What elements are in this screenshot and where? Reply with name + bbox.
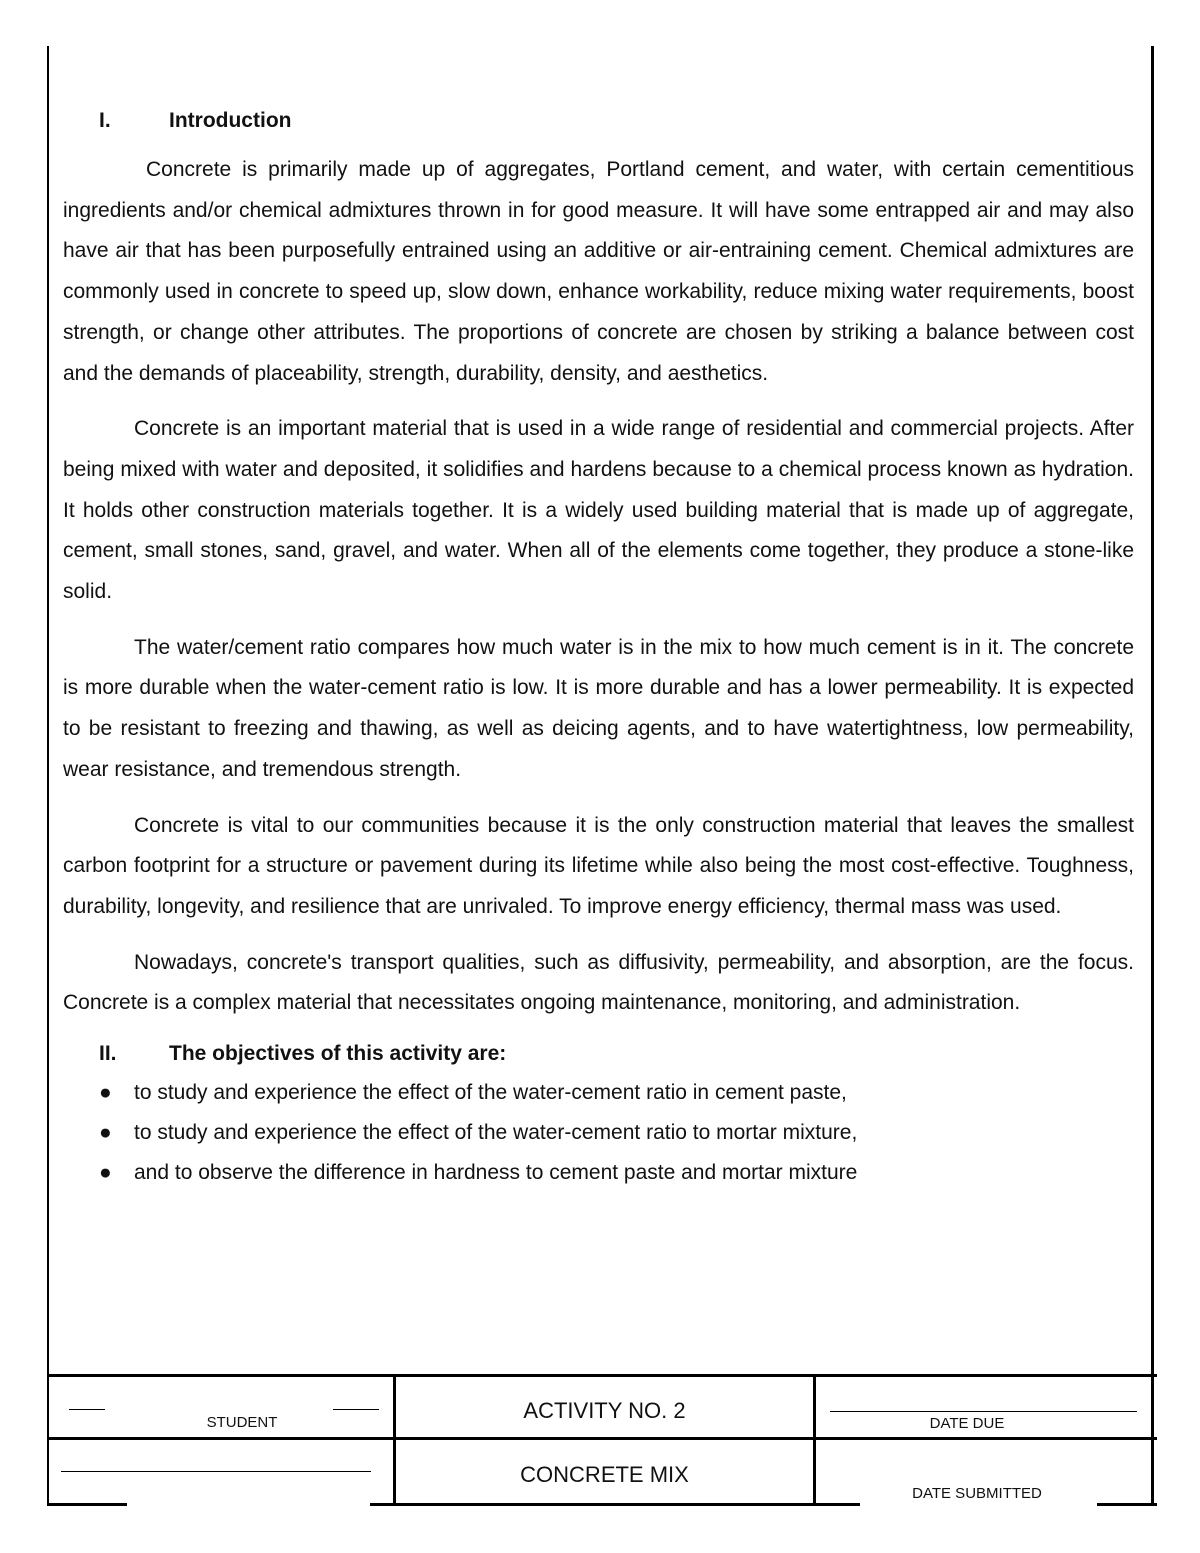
- document-body: [63, 106, 1134, 1193]
- bullet-icon: ●: [99, 1121, 112, 1145]
- list-item-text: to study and experience the effect of the water-cement ratio in cement paste,: [134, 1081, 847, 1105]
- activity-title: CONCRETE MIX: [520, 1462, 689, 1487]
- objectives-list: [63, 1073, 1134, 1193]
- section-title: The objectives of this activity are:: [169, 1042, 507, 1066]
- paragraph: Nowadays, concrete's transport qualities, such as diffusivity, permeability, and absorption, are the focus. Concrete is a complex material that necessitates ongoing maintenance, monitoring, and administration.: [63, 950, 1134, 1015]
- section-heading-introduction: [99, 106, 1134, 136]
- footer-divider-right: [813, 1374, 816, 1506]
- footer-bottom-rule-center: [370, 1503, 860, 1506]
- list-item-text: to study and experience the effect of the water-cement ratio to mortar mixture,: [134, 1121, 858, 1145]
- paragraph: Concrete is primarily made up of aggregates, Portland cement, and water, with certain cementitious ingredients and/or chemical admixtures thrown in for good measure. It will have some entrapped air and may also have air that has been purposefully entrained using an additive or air-entraining cement. Chemical admixtures are commonly used in concrete to speed up, slow down, enhance workability, reduce mixing water requirements, boost strength, or change other attributes. The proportions of concrete are chosen by striking a balance between cost and the demands of placeability, strength, durability, density, and aesthetics.: [63, 158, 1134, 385]
- student-name-line: [61, 1471, 371, 1472]
- page-border-right: [1151, 46, 1154, 1506]
- date-due-line: [830, 1411, 1137, 1412]
- paragraph: The water/cement ratio compares how much water is in the mix to how much cement is in it. The concrete is more durable when the water-cement ratio is low. It is more durable and has a lower permeability. It is expected to be resistant to freezing and thawing, as well as deicing agents, and to have watertightness, low permeability, wear resistance, and tremendous strength.: [63, 635, 1134, 781]
- paragraph: Concrete is vital to our communities because it is the only construction material that leaves the smallest carbon footprint for a structure or pavement during its lifetime while also being the most cost-effective. Toughness, durability, longevity, and resilience that are unrivaled. To improve energy efficiency, thermal mass was used.: [63, 813, 1134, 918]
- student-signature-line: [333, 1409, 379, 1410]
- section-number: I.: [99, 109, 111, 132]
- paragraph: Concrete is an important material that is used in a wide range of residential and commercial projects. After being mixed with water and deposited, it solidifies and hardens because to a chemical process known as hydration. It holds other construction materials together. It is a widely used building material that is made up of aggregate, cement, small stones, sand, gravel, and water. When all of the elements come together, they produce a stone-like solid.: [63, 417, 1134, 604]
- list-item: [63, 1073, 1134, 1113]
- date-submitted-label: DATE SUBMITTED: [912, 1485, 1042, 1502]
- footer-middle-rule: [47, 1437, 1157, 1440]
- footer-top-rule: [47, 1374, 1157, 1377]
- footer-bottom-rule-right: [1097, 1503, 1157, 1506]
- bullet-icon: ●: [99, 1161, 112, 1185]
- list-item: [63, 1113, 1134, 1153]
- section-title: Introduction: [169, 109, 292, 132]
- bullet-icon: ●: [99, 1081, 112, 1105]
- footer-bottom-rule-left: [47, 1503, 127, 1506]
- list-item-text: and to observe the difference in hardness to cement paste and mortar mixture: [134, 1161, 858, 1185]
- student-label: STUDENT: [206, 1414, 278, 1431]
- student-signature-line: [69, 1409, 105, 1410]
- activity-number: ACTIVITY NO. 2: [523, 1398, 686, 1423]
- list-item: [63, 1153, 1134, 1193]
- activity-footer-table: [47, 1374, 1157, 1506]
- page-border-left: [47, 46, 49, 1506]
- section-number: II.: [99, 1042, 117, 1066]
- section-heading-objectives: [99, 1039, 1134, 1069]
- date-due-label: DATE DUE: [929, 1415, 1005, 1432]
